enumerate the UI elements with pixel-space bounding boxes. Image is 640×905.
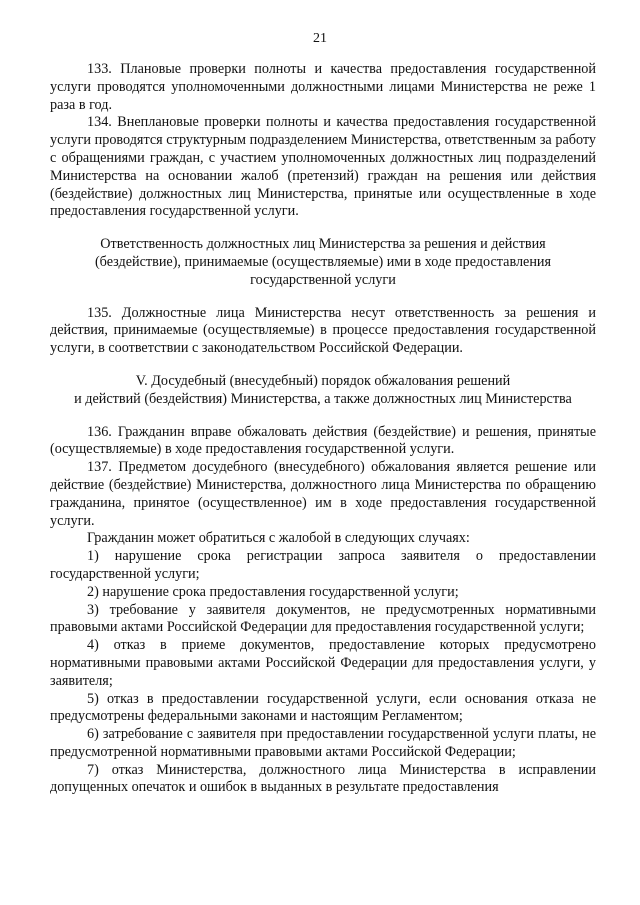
paragraph-137: 137. Предметом досудебного (внесудебного) обжалования является решение или действие (бездействие) Министерства, должностного лица Министерства по обращению гражданина, принятое (осуществленное) им в ходе предоставления государственной услуги.	[50, 459, 596, 529]
heading-line: государственной услуги	[250, 271, 396, 288]
document-body	[50, 61, 596, 797]
complaint-case-1: 1) нарушение срока регистрации запроса заявителя о предоставлении государственной услуги;	[50, 548, 596, 582]
paragraph-134: 134. Внеплановые проверки полноты и качества предоставления государственной услуги проводятся структурным подразделением Министерства, ответственным за работу с обращениями граждан, с участием уполномоченных должностных лиц подразделений Министерства на основании жалоб (претензий) граждан на решения или действия (бездействие) должностных лиц Министерства, принятые или осуществленные в ходе предоставления государственной услуги.	[50, 114, 596, 220]
heading-line: Ответственность должностных лиц Министерства за решения и действия	[100, 236, 546, 253]
heading-line: (бездействие), принимаемые (осуществляемые) ими в ходе предоставления	[94, 253, 552, 270]
complaint-case-7: 7) отказ Министерства, должностного лица Министерства в исправлении допущенных опечаток и ошибок в выданных в результате предоставления	[50, 761, 596, 796]
heading-line: V. Досудебный (внесудебный) порядок обжалования решений	[135, 372, 511, 389]
section-v-body	[50, 424, 596, 798]
heading-line: и действий (бездействия) Министерства, а также должностных лиц Министерства	[74, 390, 572, 407]
heading-section-v	[50, 373, 596, 409]
heading-responsibility	[50, 236, 596, 289]
paragraph-135: 135. Должностные лица Министерства несут ответственность за решения и действия, принимаемые (осуществляемые) в процессе предоставления государственной услуги, в соответствии с законодательством Российской Федерации.	[50, 304, 596, 357]
complaint-case-3: 3) требование у заявителя документов, не предусмотренных нормативными правовыми актами Российской Федерации для предоставления государственной услуги;	[50, 601, 596, 636]
complaint-case-4: 4) отказ в приеме документов, предоставление которых предусмотрено нормативными правовыми актами Российской Федерации для предоставления услуги, у заявителя;	[50, 637, 596, 689]
complaint-case-2: 2) нарушение срока предоставления государственной услуги;	[87, 583, 459, 600]
complaint-case-5: 5) отказ в предоставлении государственной услуги, если основания отказа не предусмотрены федеральными законами и настоящим Регламентом;	[50, 690, 596, 725]
complaint-intro: Гражданин может обратиться с жалобой в следующих случаях:	[87, 530, 470, 547]
page-number: 21	[313, 31, 327, 46]
complaint-case-6: 6) затребование с заявителя при предоставлении государственной услуги платы, не предусмотренной нормативными правовыми актами Российской Федерации;	[50, 726, 596, 760]
paragraph-133: 133. Плановые проверки полноты и качества предоставления государственной услуги проводятся уполномоченными должностными лицами Министерства не реже 1 раза в год.	[50, 61, 596, 113]
paragraph-136: 136. Гражданин вправе обжаловать действия (бездействие) и решения, принятые (осуществляемые) в ходе предоставления государственной услуги.	[50, 423, 596, 458]
